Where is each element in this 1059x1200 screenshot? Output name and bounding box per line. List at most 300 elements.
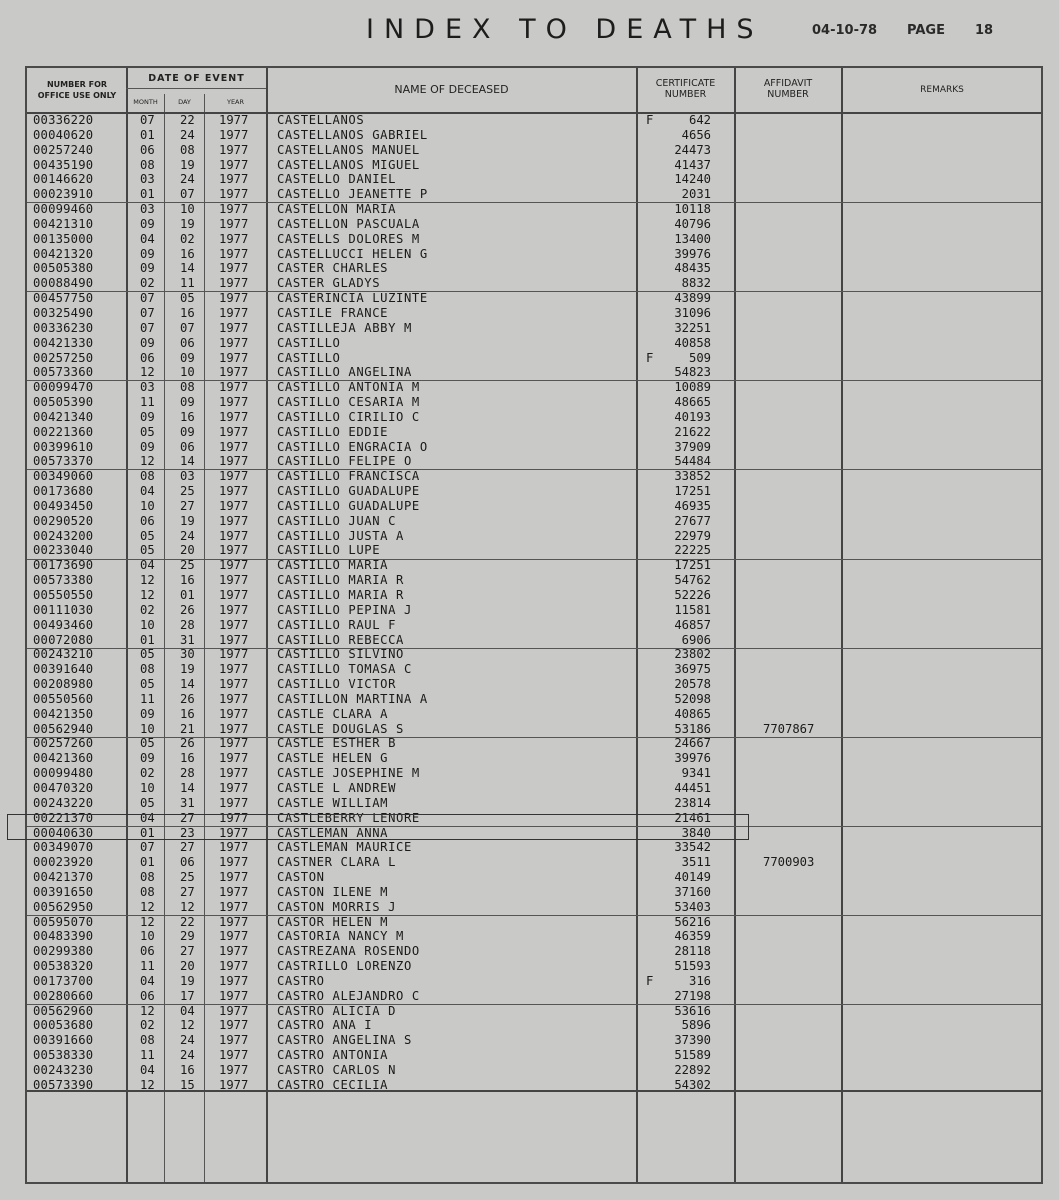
event-month: 11 <box>140 691 155 706</box>
event-day: 16 <box>180 706 195 721</box>
event-year: 1977 <box>219 395 249 410</box>
certificate-flag: F <box>646 973 654 988</box>
deceased-name: CASTORIA NANCY M <box>277 929 404 944</box>
certificate-number: 46857 <box>674 617 711 632</box>
event-year: 1977 <box>219 751 249 766</box>
year-header: YEAR <box>226 98 245 106</box>
table-row <box>27 1063 1041 1078</box>
certificate-number: 10118 <box>674 202 711 217</box>
event-year: 1977 <box>219 380 249 395</box>
record-number: 00421340 <box>33 409 94 424</box>
record-number: 00243200 <box>33 528 94 543</box>
record-number: 00173680 <box>33 484 94 499</box>
table-row <box>27 885 1041 900</box>
deceased-name: CASTRO CARLOS N <box>277 1063 397 1077</box>
event-day: 27 <box>180 944 195 959</box>
record-number: 00457750 <box>33 291 94 306</box>
event-day: 06 <box>180 335 195 350</box>
certificate-number: 14240 <box>674 172 711 187</box>
event-year: 1977 <box>219 677 249 692</box>
event-day: 31 <box>180 632 195 647</box>
event-month: 05 <box>140 543 155 558</box>
event-day: 03 <box>180 469 195 484</box>
certificate-number: 13400 <box>674 231 711 246</box>
certificate-number: 28118 <box>674 944 711 959</box>
record-number: 00336230 <box>33 320 94 335</box>
certificate-number: 37390 <box>674 1033 711 1048</box>
event-year: 1977 <box>219 142 249 157</box>
event-month: 07 <box>140 113 155 127</box>
certificate-number: 24667 <box>674 736 711 751</box>
record-number: 00053680 <box>33 1018 94 1033</box>
record-number: 00391640 <box>33 662 94 677</box>
event-year: 1977 <box>219 573 249 588</box>
deceased-name: CASTELLUCCI HELEN G <box>277 246 428 261</box>
event-year: 1977 <box>219 276 249 291</box>
event-year: 1977 <box>219 706 249 721</box>
event-month: 05 <box>140 736 155 751</box>
event-year: 1977 <box>219 736 249 751</box>
event-month: 12 <box>140 365 155 380</box>
certificate-flag: F <box>646 113 654 127</box>
table-row <box>27 989 1041 1004</box>
certificate-number: 8832 <box>681 276 711 291</box>
deceased-name: CASTILLO VICTOR <box>277 677 397 692</box>
report-date: 04-10-78 <box>812 23 878 38</box>
event-month: 08 <box>140 884 155 899</box>
number-header-line2: OFFICE USE ONLY <box>37 91 117 100</box>
event-month: 06 <box>140 350 155 365</box>
deceased-name: CASTILLEJA ABBY M <box>277 320 412 335</box>
event-month: 03 <box>140 380 155 395</box>
record-number: 00562950 <box>33 899 94 914</box>
record-number: 00538330 <box>33 1048 94 1063</box>
event-day: 09 <box>180 424 195 439</box>
deceased-name: CASTILLO FELIPE O <box>277 454 412 469</box>
certificate-header-line1: CERTIFICATE <box>655 78 716 89</box>
certificate-number: 54762 <box>674 573 711 588</box>
table-row <box>27 484 1041 499</box>
certificate-number: 10089 <box>674 380 711 395</box>
event-day: 08 <box>180 380 195 395</box>
certificate-header <box>637 78 734 100</box>
event-month: 06 <box>140 142 155 157</box>
event-day: 26 <box>180 691 195 706</box>
deceased-name: CASTLEBERRY LENORE <box>277 810 420 825</box>
certificate-number: 48435 <box>674 261 711 276</box>
event-year: 1977 <box>219 409 249 424</box>
deceased-name: CASTER GLADYS <box>277 276 381 291</box>
certificate-number: 33852 <box>674 469 711 484</box>
certificate-number: 56216 <box>674 914 711 929</box>
table-row <box>27 440 1041 455</box>
record-number: 00421350 <box>33 706 94 721</box>
table-row <box>27 469 1041 484</box>
event-year: 1977 <box>219 855 249 870</box>
table-row <box>27 766 1041 781</box>
event-month: 05 <box>140 795 155 810</box>
table-row <box>27 454 1041 469</box>
table-row <box>27 499 1041 514</box>
deceased-name: CASTILLO JUAN C <box>277 513 397 528</box>
group-divider <box>27 202 1041 203</box>
event-month: 04 <box>140 973 155 988</box>
deceased-name: CASTLE WILLIAM <box>277 795 389 810</box>
event-year: 1977 <box>219 454 249 469</box>
record-number: 00493450 <box>33 498 94 513</box>
date-of-event-header: DATE OF EVENT <box>148 73 245 84</box>
certificate-number: 22979 <box>674 528 711 543</box>
record-number: 00505380 <box>33 261 94 276</box>
event-day: 16 <box>180 751 195 766</box>
event-year: 1977 <box>219 305 249 320</box>
event-month: 09 <box>140 246 155 261</box>
event-day: 26 <box>180 736 195 751</box>
event-day: 22 <box>180 914 195 929</box>
certificate-number: 51589 <box>674 1048 711 1063</box>
event-month: 01 <box>140 127 155 142</box>
event-year: 1977 <box>219 988 249 1003</box>
event-year: 1977 <box>219 632 249 647</box>
records-table <box>27 113 1041 1093</box>
table-row <box>27 707 1041 722</box>
table-row <box>27 722 1041 737</box>
deceased-name: CASTILLO RAUL F <box>277 617 397 632</box>
certificate-number: 40149 <box>674 870 711 885</box>
deceased-name: CASTELLANOS GABRIEL <box>277 127 428 142</box>
deceased-name: CASTNER CLARA L <box>277 855 397 870</box>
deceased-name: CASTILLON MARTINA A <box>277 691 428 706</box>
deceased-name: CASTRO ANGELINA S <box>277 1033 412 1048</box>
table-row <box>27 677 1041 692</box>
certificate-number: 2031 <box>681 187 711 202</box>
event-year: 1977 <box>219 662 249 677</box>
event-day: 24 <box>180 127 195 142</box>
event-month: 09 <box>140 409 155 424</box>
event-day: 19 <box>180 513 195 528</box>
event-year: 1977 <box>219 810 249 825</box>
record-number: 00573380 <box>33 573 94 588</box>
event-day: 30 <box>180 647 195 662</box>
record-number: 00493460 <box>33 617 94 632</box>
table-row <box>27 736 1041 751</box>
table-row <box>27 915 1041 930</box>
certificate-flag: F <box>646 350 654 365</box>
record-number: 00023920 <box>33 855 94 870</box>
event-day: 25 <box>180 484 195 499</box>
event-year: 1977 <box>219 795 249 810</box>
event-year: 1977 <box>219 1033 249 1048</box>
certificate-number: 22892 <box>674 1063 711 1077</box>
deceased-name: CASTRO ALEJANDRO C <box>277 988 420 1003</box>
record-number: 00290520 <box>33 513 94 528</box>
event-month: 09 <box>140 439 155 454</box>
table-row <box>27 618 1041 633</box>
event-day: 19 <box>180 216 195 231</box>
deceased-name: CASTLE JOSEPHINE M <box>277 766 420 781</box>
table-row <box>27 217 1041 232</box>
event-year: 1977 <box>219 528 249 543</box>
certificate-number: 43899 <box>674 291 711 306</box>
table-row <box>27 692 1041 707</box>
table-row <box>27 662 1041 677</box>
record-number: 00391660 <box>33 1033 94 1048</box>
deceased-name: CASTRO ALICIA D <box>277 1003 397 1018</box>
table-row <box>27 573 1041 588</box>
affidavit-number: 7707867 <box>763 721 815 736</box>
deceased-name: CASTELLS DOLORES M <box>277 231 420 246</box>
table-row <box>27 929 1041 944</box>
deceased-name: CASTILLO ANGELINA <box>277 365 412 380</box>
day-header: DAY <box>178 98 191 106</box>
event-year: 1977 <box>219 320 249 335</box>
deceased-name: CASTELLANOS MANUEL <box>277 142 420 157</box>
event-month: 10 <box>140 498 155 513</box>
event-month: 06 <box>140 988 155 1003</box>
event-day: 16 <box>180 246 195 261</box>
event-year: 1977 <box>219 424 249 439</box>
event-year: 1977 <box>219 766 249 781</box>
certificate-number: 36975 <box>674 662 711 677</box>
certificate-number: 17251 <box>674 558 711 573</box>
deceased-name: CASTLEMAN ANNA <box>277 825 389 840</box>
certificate-number: 40865 <box>674 706 711 721</box>
record-number: 00111030 <box>33 602 94 617</box>
table-row <box>27 365 1041 380</box>
event-day: 24 <box>180 172 195 187</box>
record-number: 00562960 <box>33 1003 94 1018</box>
record-number: 00550560 <box>33 691 94 706</box>
event-month: 10 <box>140 721 155 736</box>
event-year: 1977 <box>219 1018 249 1033</box>
event-month: 12 <box>140 1077 155 1092</box>
event-year: 1977 <box>219 216 249 231</box>
certificate-number: 4656 <box>681 127 711 142</box>
table-row <box>27 900 1041 915</box>
table-row <box>27 380 1041 395</box>
certificate-number: 53403 <box>674 899 711 914</box>
event-year: 1977 <box>219 187 249 202</box>
table-row <box>27 113 1041 128</box>
deceased-name: CASTELLANOS <box>277 113 365 127</box>
event-year: 1977 <box>219 365 249 380</box>
certificate-number: 23802 <box>674 647 711 662</box>
event-month: 08 <box>140 1033 155 1048</box>
event-month: 01 <box>140 855 155 870</box>
certificate-number: 46359 <box>674 929 711 944</box>
event-year: 1977 <box>219 914 249 929</box>
affidavit-header-line2: NUMBER <box>767 89 809 100</box>
table-row <box>27 247 1041 262</box>
event-day: 09 <box>180 395 195 410</box>
record-number: 00099480 <box>33 766 94 781</box>
event-month: 12 <box>140 573 155 588</box>
table-row <box>27 143 1041 158</box>
deceased-name: CASTILLO LUPE <box>277 543 381 558</box>
certificate-number: 9341 <box>681 766 711 781</box>
event-day: 14 <box>180 780 195 795</box>
table-row <box>27 395 1041 410</box>
record-number: 00421370 <box>33 870 94 885</box>
record-number: 00349070 <box>33 840 94 855</box>
deceased-name: CASTILLO ENGRACIA O <box>277 439 428 454</box>
event-year: 1977 <box>219 825 249 840</box>
event-month: 12 <box>140 1003 155 1018</box>
name-header: NAME OF DECEASED <box>394 83 509 96</box>
certificate-number: 22225 <box>674 543 711 558</box>
certificate-number: 53616 <box>674 1003 711 1018</box>
certificate-number: 21622 <box>674 424 711 439</box>
event-month: 01 <box>140 825 155 840</box>
record-number: 00538320 <box>33 959 94 974</box>
event-day: 12 <box>180 1018 195 1033</box>
event-month: 09 <box>140 216 155 231</box>
event-year: 1977 <box>219 944 249 959</box>
deceased-name: CASTILLO CIRILIO C <box>277 409 420 424</box>
event-year: 1977 <box>219 973 249 988</box>
header-rule <box>126 88 266 89</box>
certificate-number: 3840 <box>681 825 711 840</box>
event-year: 1977 <box>219 335 249 350</box>
table-row <box>27 306 1041 321</box>
event-year: 1977 <box>219 350 249 365</box>
remarks-header: REMARKS <box>920 85 964 95</box>
table-row <box>27 796 1041 811</box>
record-number: 00573360 <box>33 365 94 380</box>
event-month: 02 <box>140 602 155 617</box>
group-divider <box>27 915 1041 916</box>
certificate-number: 23814 <box>674 795 711 810</box>
record-number: 00421360 <box>33 751 94 766</box>
deceased-name: CASTILLO FRANCISCA <box>277 469 420 484</box>
event-month: 09 <box>140 751 155 766</box>
table-row <box>27 558 1041 573</box>
page-header <box>0 0 1059 66</box>
deceased-name: CASTERINCIA LUZINTE <box>277 291 428 306</box>
record-number: 00421320 <box>33 246 94 261</box>
record-number: 00221360 <box>33 424 94 439</box>
deceased-name: CASTELLON PASCUALA <box>277 216 420 231</box>
event-month: 05 <box>140 424 155 439</box>
record-number: 00325490 <box>33 305 94 320</box>
certificate-number: 6906 <box>681 632 711 647</box>
event-day: 24 <box>180 1048 195 1063</box>
number-header <box>29 79 125 101</box>
deceased-name: CASTRO CECILIA <box>277 1077 389 1092</box>
deceased-name: CASTILLO TOMASA C <box>277 662 412 677</box>
record-number: 00173700 <box>33 973 94 988</box>
table-row <box>27 974 1041 989</box>
record-number: 00023910 <box>33 187 94 202</box>
record-number: 00099460 <box>33 202 94 217</box>
certificate-number: 509 <box>688 350 711 365</box>
event-month: 08 <box>140 870 155 885</box>
table-row <box>27 351 1041 366</box>
event-day: 27 <box>180 810 195 825</box>
event-year: 1977 <box>219 1077 249 1092</box>
certificate-number: 316 <box>688 973 711 988</box>
record-number: 00399610 <box>33 439 94 454</box>
event-day: 04 <box>180 1003 195 1018</box>
event-month: 03 <box>140 172 155 187</box>
certificate-number: 5896 <box>681 1018 711 1033</box>
deceased-name: CASTLE HELEN G <box>277 751 389 766</box>
record-number: 00146620 <box>33 172 94 187</box>
page-label: PAGE <box>907 23 945 38</box>
group-divider <box>27 291 1041 292</box>
event-month: 08 <box>140 469 155 484</box>
event-day: 19 <box>180 662 195 677</box>
record-number: 00550550 <box>33 588 94 602</box>
deceased-name: CASTILLO MARIA R <box>277 573 404 588</box>
event-day: 14 <box>180 677 195 692</box>
table-row <box>27 172 1041 187</box>
table-row <box>27 261 1041 276</box>
certificate-number: 40193 <box>674 409 711 424</box>
group-divider <box>27 737 1041 738</box>
event-month: 11 <box>140 395 155 410</box>
event-year: 1977 <box>219 543 249 558</box>
record-number: 00243220 <box>33 795 94 810</box>
event-day: 17 <box>180 988 195 1003</box>
table-row <box>27 855 1041 870</box>
group-divider <box>27 1004 1041 1005</box>
event-month: 06 <box>140 944 155 959</box>
event-year: 1977 <box>219 780 249 795</box>
table-row <box>27 1033 1041 1048</box>
table-row <box>27 1018 1041 1033</box>
event-month: 07 <box>140 305 155 320</box>
certificate-header-line2: NUMBER <box>664 89 707 100</box>
certificate-number: 27198 <box>674 988 711 1003</box>
deceased-name: CASTILLO JUSTA A <box>277 528 404 543</box>
deceased-name: CASTON <box>277 870 325 885</box>
table-row <box>27 128 1041 143</box>
certificate-number: 20578 <box>674 677 711 692</box>
table-row <box>27 321 1041 336</box>
event-month: 11 <box>140 959 155 974</box>
event-month: 03 <box>140 202 155 217</box>
record-number: 00470320 <box>33 780 94 795</box>
event-year: 1977 <box>219 498 249 513</box>
certificate-number: 54823 <box>674 365 711 380</box>
certificate-number: 44451 <box>674 780 711 795</box>
event-year: 1977 <box>219 1003 249 1018</box>
certificate-number: 32251 <box>674 320 711 335</box>
certificate-number: 40858 <box>674 335 711 350</box>
event-month: 04 <box>140 1063 155 1077</box>
table-row <box>27 959 1041 974</box>
event-month: 11 <box>140 1048 155 1063</box>
event-day: 16 <box>180 305 195 320</box>
table-row <box>27 187 1041 202</box>
event-day: 27 <box>180 840 195 855</box>
event-month: 12 <box>140 588 155 602</box>
event-month: 09 <box>140 706 155 721</box>
record-number: 00421310 <box>33 216 94 231</box>
certificate-number: 27677 <box>674 513 711 528</box>
group-divider <box>27 469 1041 470</box>
event-month: 09 <box>140 261 155 276</box>
deceased-name: CASTILLO MARIA <box>277 558 389 573</box>
event-year: 1977 <box>219 202 249 217</box>
record-number: 00573390 <box>33 1077 94 1092</box>
certificate-number: 21461 <box>674 810 711 825</box>
deceased-name: CASTELLON MARIA <box>277 202 397 217</box>
event-day: 10 <box>180 365 195 380</box>
event-day: 20 <box>180 543 195 558</box>
event-month: 04 <box>140 810 155 825</box>
